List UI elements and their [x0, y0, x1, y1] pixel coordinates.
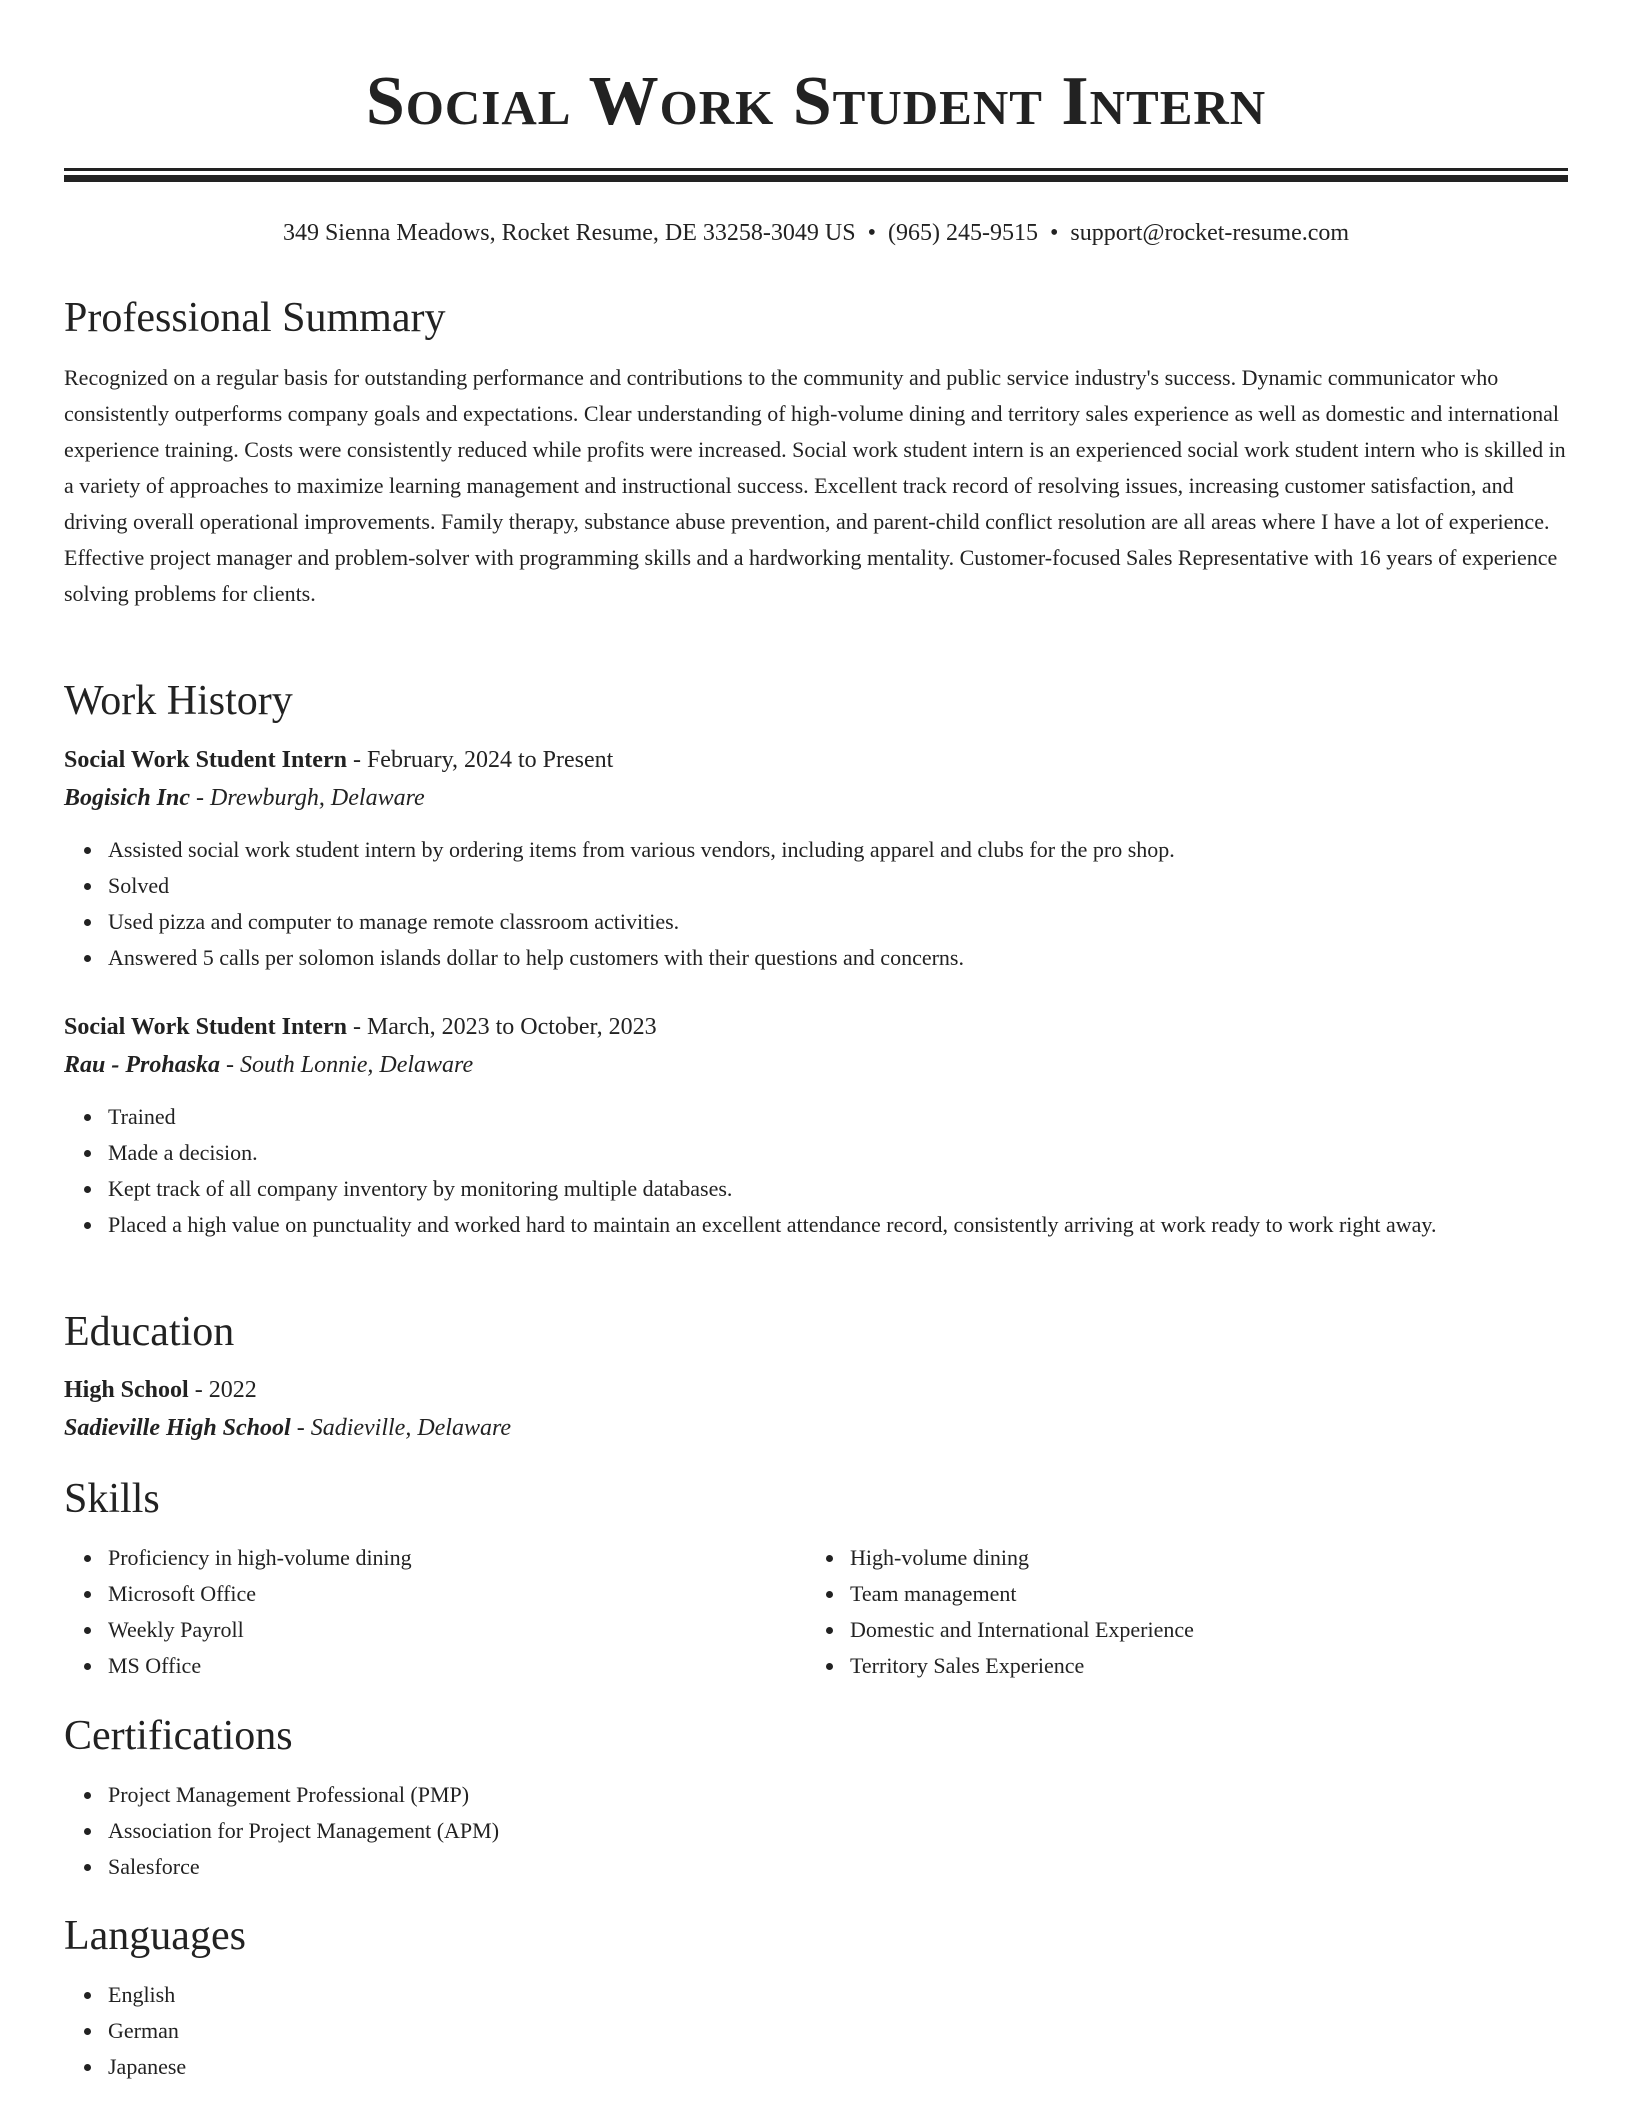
education-school-line — [64, 1413, 511, 1443]
dash: - — [290, 1415, 311, 1441]
job-1-company-line — [64, 783, 425, 813]
job-title: Social Work Student Intern — [64, 747, 347, 773]
job-dates: February, 2024 to Present — [366, 747, 614, 773]
resume-title: Social Work Student Intern — [365, 63, 1267, 140]
list-item: Answered 5 calls per solomon islands dollar to help customers with their questions and concerns. — [108, 940, 1568, 976]
contact-separator: • — [1049, 220, 1059, 246]
skill-item: High-volume dining — [850, 1540, 1550, 1576]
job-2-bullets — [64, 1099, 1568, 1243]
job-company: Rau - Prohaska — [64, 1052, 221, 1078]
list-item: Made a decision. — [108, 1135, 1568, 1171]
language-item: English — [108, 1977, 1568, 2013]
skill-item: Team management — [850, 1576, 1550, 1612]
section-heading-work-history: Work History — [64, 678, 293, 724]
list-item: Used pizza and computer to manage remote classroom activities. — [108, 904, 1568, 940]
skill-item: Proficiency in high-volume dining — [108, 1540, 808, 1576]
skill-item: Weekly Payroll — [108, 1612, 808, 1648]
header-rule-thick — [64, 175, 1568, 182]
education-degree-line — [64, 1375, 257, 1405]
contact-line — [64, 218, 1568, 248]
section-heading-education: Education — [64, 1309, 235, 1355]
skills-list-right — [806, 1540, 1550, 1684]
dash: - — [346, 1014, 367, 1040]
certification-item: Project Management Professional (PMP) — [108, 1777, 1568, 1813]
skill-item: Territory Sales Experience — [850, 1648, 1550, 1684]
dash: - — [190, 785, 211, 811]
contact-phone: (965) 245-9515 — [887, 220, 1038, 246]
summary-text: Recognized on a regular basis for outstanding performance and contributions to the community and public service industry's success. Dynamic communicator who consistently outperforms company goals and expectations. Clear understanding of high-volume dining and territory sales experience as well as domestic and international experience training. Costs were consistently reduced while profits were increased. Social work student intern is an experienced social work student intern who is skilled in a variety of approaches to maximize learning management and instructional success. Excellent track record of resolving issues, increasing customer satisfaction, and driving overall operational improvements. Family therapy, substance abuse prevention, and parent-child conflict resolution are all areas where I have a lot of experience. Effective project manager and problem-solver with programming skills and a hardworking mentality. Customer-focused Sales Representative with 16 years of experience solving problems for clients. — [64, 365, 1566, 606]
certifications-list — [64, 1777, 1568, 1885]
skills-list-left — [64, 1540, 808, 1684]
dash: - — [220, 1052, 241, 1078]
education-year: 2022 — [208, 1377, 257, 1403]
job-1-bullets — [64, 832, 1568, 976]
skill-item: Microsoft Office — [108, 1576, 808, 1612]
header-rule-thin — [64, 168, 1568, 171]
job-location: Drewburgh, Delaware — [210, 785, 425, 811]
dash: - — [346, 747, 367, 773]
dash: - — [188, 1377, 209, 1403]
list-item: Assisted social work student intern by ordering items from various vendors, including apparel and clubs for the pro shop. — [108, 832, 1568, 868]
job-1-title-line — [64, 745, 613, 775]
contact-email[interactable]: support@rocket-resume.com — [1070, 220, 1350, 246]
section-heading-certifications: Certifications — [64, 1713, 293, 1759]
job-dates: March, 2023 to October, 2023 — [366, 1014, 657, 1040]
language-item: German — [108, 2013, 1568, 2049]
list-item: Solved — [108, 868, 1568, 904]
contact-separator: • — [867, 220, 876, 246]
skill-item: MS Office — [108, 1648, 808, 1684]
section-heading-languages: Languages — [64, 1913, 246, 1959]
job-2-title-line — [64, 1012, 657, 1042]
certification-item: Salesforce — [108, 1849, 1568, 1885]
list-item: Kept track of all company inventory by monitoring multiple databases. — [108, 1171, 1568, 1207]
job-company: Bogisich Inc — [64, 785, 191, 811]
certification-item: Association for Project Management (APM) — [108, 1813, 1568, 1849]
contact-address: 349 Sienna Meadows, Rocket Resume, DE 33258-3049 US — [282, 220, 856, 246]
skill-item: Domestic and International Experience — [850, 1612, 1550, 1648]
languages-list — [64, 1977, 1568, 2085]
section-heading-skills: Skills — [64, 1476, 160, 1522]
list-item: Placed a high value on punctuality and worked hard to maintain an excellent attendance record, consistently arriving at work ready to work right away. — [108, 1207, 1568, 1243]
job-2-company-line — [64, 1050, 473, 1080]
job-title: Social Work Student Intern — [64, 1014, 347, 1040]
language-item: Japanese — [108, 2049, 1568, 2085]
education-school: Sadieville High School — [64, 1415, 291, 1441]
education-degree: High School — [64, 1377, 189, 1403]
section-heading-summary: Professional Summary — [64, 295, 446, 341]
job-location: South Lonnie, Delaware — [240, 1052, 474, 1078]
education-location: Sadieville, Delaware — [310, 1415, 512, 1441]
list-item: Trained — [108, 1099, 1568, 1135]
